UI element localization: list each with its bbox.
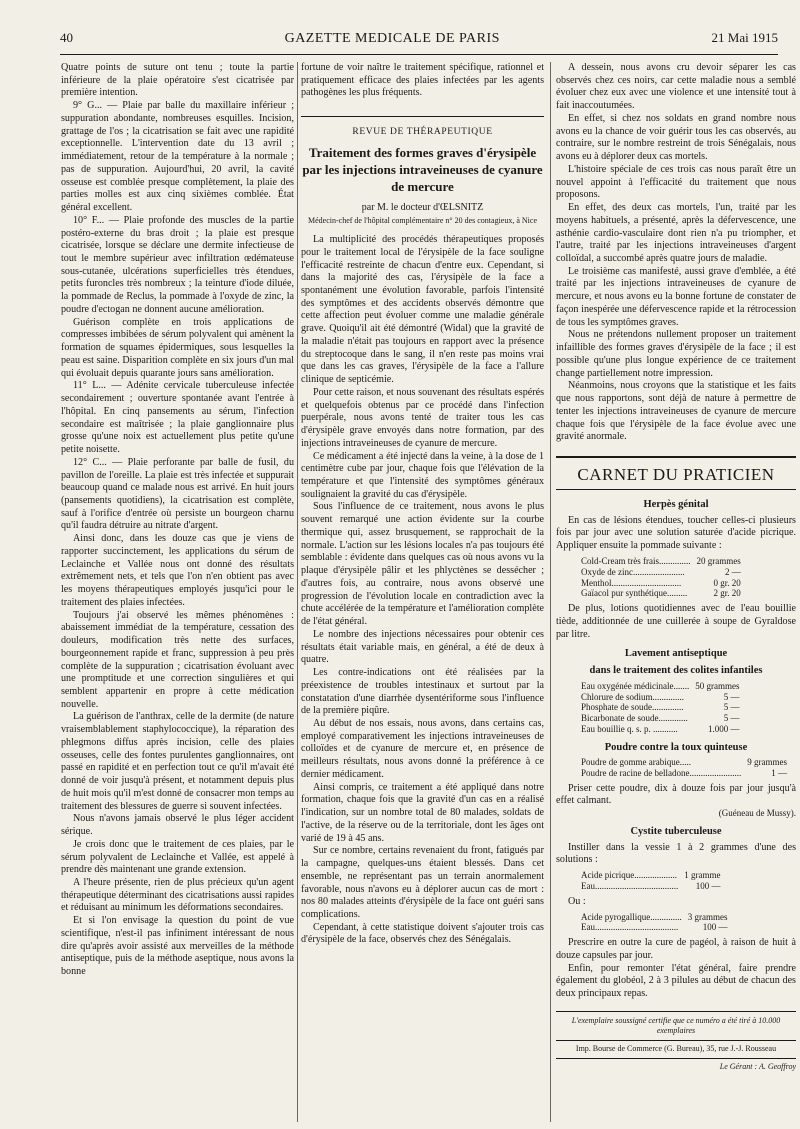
rx-quantity: 1 — bbox=[771, 767, 787, 778]
carnet-title: CARNET DU PRATICIEN bbox=[556, 456, 796, 490]
paragraph: A l'heure présente, rien de plus précieux qu'un agent thérapeutique déterminant des cicatrisations aussi rapides et réduisant au minimum les déformations secondaires. bbox=[61, 877, 294, 914]
page-header bbox=[60, 30, 778, 52]
rx-row bbox=[578, 881, 724, 892]
cystite-ou: Ou : bbox=[568, 895, 586, 907]
rx-quantity: 1.000 — bbox=[707, 724, 740, 735]
rx-row bbox=[578, 713, 742, 724]
rx-quantity: 5 — bbox=[723, 713, 740, 724]
paragraph: La guérison de l'anthrax, celle de la dermite (de nature vraisemblablement staphylococcique), la réparation des phlegmons diffus après incision, celle des plaies osseuses, celle des fontes purulentes ganglionnaires, ont passé en rapidité et en perfection tout ce qu'il m'avait été donné de voir jusqu'à présent, et notamment depuis plus de huit mois qu'il m'est donné de consacrer mon temps au traitement des blessures de guerre si souvent infectées. bbox=[61, 711, 294, 812]
paragraph: Sur ce nombre, certains revenaient du front, fatigués par la campagne, quelques-uns étaient blessés. Dans cet ensemble, ne représentant pas un terrain anormalement favorable, nous n'avons eu à déplorer aucun cas de mort : nos 80 malades atteints d'érysipèle de la face ont guéri sans complications. bbox=[301, 845, 544, 920]
rx-ingredient: Menthol............................... bbox=[581, 577, 682, 588]
rx-ingredient: Eau..................................... bbox=[581, 880, 679, 891]
header-rule bbox=[60, 54, 778, 55]
paragraph: Nous ne prétendons nullement proposer un traitement infaillible des formes graves d'érysipèle de la face ; il est possible qu'une plus longue expérience de ce traitement change partiellement notre impression. bbox=[556, 329, 796, 379]
rx-quantity: 5 — bbox=[723, 691, 740, 702]
paragraph: 9° G... — Plaie par balle du maxillaire inférieur ; suppuration abondante, nombreuses esquilles. Incision, grattage de l'os ; la cicatrisation se fait avec une rapidité exceptionnelle. L'intervention date du 13 avril ; immédiatement, retour de la température à la normale ; pas de suppuration. Aujourd'hui, 20 avril, la cavité osseuse est comblée presque complètement, la plaie des parties molles est aux cinq sixièmes comblée. État général excellent. bbox=[61, 100, 294, 214]
rx-row bbox=[578, 702, 742, 713]
manager-signature: Le Gérant : A. Geoffroy bbox=[556, 1058, 796, 1072]
journal-title: GAZETTE MEDICALE DE PARIS bbox=[284, 31, 500, 46]
herpes-intro: En cas de lésions étendues, toucher celles-ci plusieurs fois par jour avec une solution saturée d'acide picrique. Appliquer ensuite la pommade suivante : bbox=[556, 514, 796, 552]
paragraph: fortune de voir naître le traitement spécifique, rationnel et pratiquement efficace des plaies infectées par les agents pathogènes les plus fréquents. bbox=[301, 62, 544, 99]
paragraph: Et si l'on envisage la question du point de vue scientifique, n'est-il pas infiniment intéressant de nous dire qu'après avoir assisté aux merveilles de la méthode antiseptique, puis de la méthode aseptique, nous avons la bonne bbox=[61, 915, 294, 978]
herpes-prescription bbox=[578, 556, 744, 599]
toux-heading: Poudre contre la toux quinteuse bbox=[604, 741, 748, 753]
issue-date: 21 Mai 1915 bbox=[711, 30, 778, 45]
paragraph: Sous l'influence de ce traitement, nous avons le plus souvent remarqué une action évidente sur la courbe thermique qui, assez brusquement, se rapprochait de la normale. L'action sur les lésions locales n'a pas toujours été semblable : évidente dans quelques cas où nous avons vu la plaque d'érysipèle pâlir et les phlyctènes se dessécher ; d'autres fois, au contraire, nous avons observé une progression de l'évolution locale en contradiction avec la chute accélérée de la température et l'amélioration complète de l'état général. bbox=[301, 501, 544, 628]
paragraph: Ainsi donc, dans les douze cas que je viens de rapporter succinctement, les applications du sérum de Leclainche et Vallée nous ont donné des résultats extrêmement nets, et tels que l'on n'en obtient pas avec les moyens thérapeutiques employés jusqu'ici pour le traitement des plaies infectées. bbox=[61, 533, 294, 608]
paragraph: La multiplicité des procédés thérapeutiques proposés pour le traitement local de l'érysipèle de la face souligne l'efficacité restreinte de chacun d'entre eux. Cependant, si dans la majorité des cas, l'érysipèle de la face a spontanément une évolution favorable, parfois l'intensité des symptômes et des accidents observés démontre que cette affection peut évoluer comme une maladie générale grave. Quoiqu'il ait été démontré (Widal) que la gravité de la maladie n'était pas toujours en rapport avec la présence du streptocoque dans le sang, il n'en reste pas moins vrai que dans les cas graves, l'érysipèle de la face a l'allure clinique de septicémie. bbox=[301, 234, 544, 386]
column-1 bbox=[61, 62, 294, 1122]
rx-ingredient: Cold-Cream très frais.............. bbox=[581, 555, 691, 566]
rx-quantity: 2 gr. 20 bbox=[713, 588, 741, 599]
paragraph: 10° F... — Plaie profonde des muscles de la partie postéro-externe du bras droit ; la plaie est presque cicatrisée, lorsque se déclare une dermite infectieuse de tout le membre supérieur avec infiltration œdémateuse sous-cutanée, ulcérations superficielles très étendues, petits furoncles très nombreux ; la teinture d'iode diluée, la pommade de Reclus, la pommade à l'oxyde de zinc, la poudre d'ectogan ne donnent aucune amélioration. bbox=[61, 214, 294, 315]
lavement-prescription bbox=[578, 681, 742, 735]
toux-after: Priser cette poudre, dix à douze fois par jour jusqu'à effet calmant. bbox=[556, 782, 796, 807]
paragraph: Je crois donc que le traitement de ces plaies, par le sérum polyvalent de Leclainche et Vallée, est appelé à prendre dès maintenant une grande extension. bbox=[61, 838, 294, 876]
rx-row bbox=[578, 567, 744, 578]
rx-row bbox=[578, 588, 744, 599]
rx-row bbox=[578, 768, 790, 779]
rx-ingredient: Eau..................................... bbox=[581, 922, 679, 933]
rx-ingredient: Acide picrique................... bbox=[581, 870, 677, 881]
paragraph: Au début de nos essais, nous avons, dans certains cas, employé comparativement les injections intraveineuses de colloïdes et de cyanure de mercure et, en présence de meilleurs résultats, nous avons donné la préférence à ce dernier médicament. bbox=[301, 717, 544, 780]
rx-row bbox=[578, 556, 744, 567]
cystite-prescription-2 bbox=[578, 912, 730, 934]
paragraph: A dessein, nous avons cru devoir séparer les cas observés chez ces noirs, car cette maladie nous a semblé évoluer chez eux avec une violence et une intensité tout à fait inaccoutumées. bbox=[556, 62, 796, 112]
paragraph: Le nombre des injections nécessaires pour obtenir ces résultats était variable mais, en général, a été de deux à quatre. bbox=[301, 628, 544, 666]
rx-quantity: 9 grammes bbox=[747, 757, 787, 768]
rx-ingredient: Chlorure de sodium.............. bbox=[581, 691, 684, 702]
herpes-after: De plus, lotions quotidiennes avec de l'eau bouillie tiède, additionnée de une cuillerée à soupe de Gyraldose par litre. bbox=[556, 603, 796, 640]
lavement-heading: Lavement antiseptique bbox=[624, 648, 728, 660]
section-heading: REVUE DE THÉRAPEUTIQUE bbox=[301, 116, 544, 139]
paragraph: L'histoire spéciale de ces trois cas nous paraît être un nouvel appoint à l'efficacité du traitement que nous proposons. bbox=[556, 163, 796, 201]
paragraph: Toujours j'ai observé les mêmes phénomènes : abaissement immédiat de la température, cessation des douleurs, modification très nette des surfaces, bourgeonnement rapide et franc, suppression à peu près complète de la suppuration ; cicatrisation évoluant avec une promptitude et une correction singulières et qui semblent appartenir en propre à cette médication nouvelle. bbox=[61, 609, 294, 710]
toux-signature: (Guéneau de Mussy). bbox=[718, 808, 796, 819]
rx-row bbox=[578, 681, 742, 692]
column-divider bbox=[297, 62, 298, 1122]
cystite-heading: Cystite tuberculeuse bbox=[630, 826, 722, 838]
paragraph: 11° L... — Adénite cervicale tuberculeuse infectée secondairement ; ouverture spontanée avant l'entrée à l'hôpital. En cinq pansements au sérum, l'infection secondaire est maîtrisée ; la plaie ganglionnaire plus grosse qu'une noix est actuellement plus petite qu'une petite noisette. bbox=[61, 380, 294, 456]
paragraph: Ainsi compris, ce traitement a été appliqué dans notre formation, chaque fois que la gravité d'un cas en a réalisé l'indication, sur un nombre total de 80 malades, soldats de l'active, de la réserve ou de la territoriale, dont les âges ont varié de 19 à 45 ans. bbox=[301, 781, 544, 844]
paragraph: 12° C... — Plaie perforante par balle de fusil, du pavillon de l'oreille. La plaie est très infectée et suppurait beaucoup quand ce malade nous est arrivé. En huit jours (pansements quotidiens), la cicatrisation est complète, sauf à l'orifice d'entrée où persiste un bourgeon charnu qu'il faudra détruire au nitrate d'argent. bbox=[61, 456, 294, 532]
paragraph: En effet, si chez nos soldats en grand nombre nous avons eu la chance de voir guérir tous les cas observés, au contraire, sur le nombre restreint de trois Sénégalais, nous avons eu à déplorer deux cas mortels. bbox=[556, 112, 796, 163]
rx-row bbox=[578, 922, 730, 933]
paragraph: Nous n'avons jamais observé le plus léger accident sérique. bbox=[61, 813, 294, 838]
paragraph: Ce médicament a été injecté dans la veine, à la dose de 1 centimètre cube par jour, chaque fois que l'élévation de la température et que l'intensité des symptômes généraux soulignaient la gravité du cas d'érysipèle. bbox=[301, 450, 544, 500]
rx-ingredient: Gaïacol pur synthétique......... bbox=[581, 588, 688, 599]
rx-row bbox=[578, 578, 744, 589]
paragraph: Néanmoins, nous croyons que la statistique et les faits que nous rapportons, sont déjà de nature à permettre de tenter les injections intraveineuses de cyanure de mercure chaque fois que l'érysipèle de la face évolue avec une gravité anormale. bbox=[556, 380, 796, 443]
rx-quantity: 2 — bbox=[724, 566, 741, 577]
column-3 bbox=[556, 62, 796, 1122]
rx-quantity: 3 grammes bbox=[687, 911, 728, 922]
rx-row bbox=[578, 757, 790, 768]
paragraph: Quatre points de suture ont tenu ; toute la partie inférieure de la plaie opératoire s'est cicatrisée par première intention. bbox=[61, 62, 294, 99]
paragraph: Les contre-indications ont été réalisées par la préexistence de troubles intestinaux et surtout par la constatation d'une diarrhée dysentériforme sous l'influence de la première piqûre. bbox=[301, 667, 544, 717]
article-affiliation: Médecin-chef de l'hôpital complémentaire n° 20 des contagieux, à Nice bbox=[308, 216, 537, 226]
rx-ingredient: Acide pyrogallique.............. bbox=[581, 911, 682, 922]
rx-quantity: 5 — bbox=[723, 702, 740, 713]
rx-ingredient: Poudre de racine de belladone....................... bbox=[581, 767, 742, 778]
rx-quantity: 50 grammes bbox=[695, 680, 740, 691]
rx-quantity: 100 — bbox=[702, 922, 728, 933]
cystite-p2: Enfin, pour remonter l'état général, faire prendre également du globéol, 2 à 3 pilules au début de chacun des deux principaux repas. bbox=[556, 962, 796, 1000]
rx-quantity: 0 gr. 20 bbox=[713, 577, 741, 588]
paragraph: Guérison complète en trois applications de compresses imbibées de sérum polyvalent qui amènent la formation de squames épidermiques, sous lesquelles la peau est saine. Disparition complète en six jours d'un mal qui évoluait depuis quarante jours sans amélioration. bbox=[61, 316, 294, 379]
column-2 bbox=[301, 62, 544, 1122]
rx-ingredient: Oxyde de zinc....................... bbox=[581, 566, 685, 577]
rx-row bbox=[578, 692, 742, 703]
rx-ingredient: Phosphate de soude.............. bbox=[581, 702, 684, 713]
rx-quantity: 100 — bbox=[695, 880, 721, 891]
rx-row bbox=[578, 912, 730, 923]
cystite-prescription-1 bbox=[578, 870, 724, 892]
printer-imprint: Imp. Bourse de Commerce (G. Bureau), 35, rue J.-J. Rousseau bbox=[556, 1040, 796, 1054]
rx-row bbox=[578, 724, 742, 735]
rx-row bbox=[578, 870, 724, 881]
article-byline: par M. le docteur d'ŒLSNITZ bbox=[361, 201, 484, 213]
paragraph: En effet, des deux cas mortels, l'un, traité par les moyens habituels, a présenté, après la défervescence, une asthénie cardio-vasculaire dont rien n'a pu triompher, et l'autre, traité par les injections intraveineuses d'argent colloïdal, a succombé après quatre jours de maladie. bbox=[556, 202, 796, 265]
rx-ingredient: Bicarbonate de soude............. bbox=[581, 713, 688, 724]
herpes-heading: Herpès génital bbox=[643, 499, 709, 511]
column-divider bbox=[550, 62, 551, 1122]
cystite-intro: Instiller dans la vessie 1 à 2 grammes d'une des solutions : bbox=[556, 841, 796, 866]
rx-ingredient: Poudre de gomme arabique..... bbox=[581, 757, 691, 768]
page-number: 40 bbox=[60, 30, 73, 45]
paragraph: Cependant, à cette statistique doivent s'ajouter trois cas d'érysipèle de la face, observés chez des Sénégalais. bbox=[301, 921, 544, 946]
toux-prescription bbox=[578, 757, 790, 779]
rx-quantity: 1 gramme bbox=[684, 870, 721, 881]
print-run-note: L'exemplaire soussigné certifie que ce numéro a été tiré à 10.000 exemplaires bbox=[556, 1011, 796, 1036]
paragraph: Pour cette raison, et nous souvenant des résultats espérés et quelquefois obtenus par ce procédé dans l'infection puerpérale, nous avons tenté de traiter tous les cas d'érysipèle grave envoyés dans notre formation, par des injections intraveineuses de cyanure de mercure. bbox=[301, 386, 544, 449]
rx-ingredient: Eau bouillie q. s. p. ........... bbox=[581, 724, 678, 735]
article-title: Traitement des formes graves d'érysipèle par les injections intraveineuses de cyanure de mercure bbox=[302, 145, 543, 194]
rx-quantity: 20 grammes bbox=[696, 555, 741, 566]
cystite-p1: Prescrire en outre la cure de pagéol, à raison de huit à douze capsules par jour. bbox=[556, 937, 796, 961]
paragraph: Le troisième cas manifesté, aussi grave d'emblée, a été traité par les injections intraveineuses de cyanure de mercure, et nous avons eu la bonne fortune de constater de façon inespérée une défervescence rapide et la rétrocession de tous les symptômes graves. bbox=[556, 265, 796, 328]
rx-ingredient: Eau oxygénée médicinale....... bbox=[581, 680, 690, 691]
lavement-subheading: dans le traitement des colites infantiles bbox=[589, 664, 763, 676]
